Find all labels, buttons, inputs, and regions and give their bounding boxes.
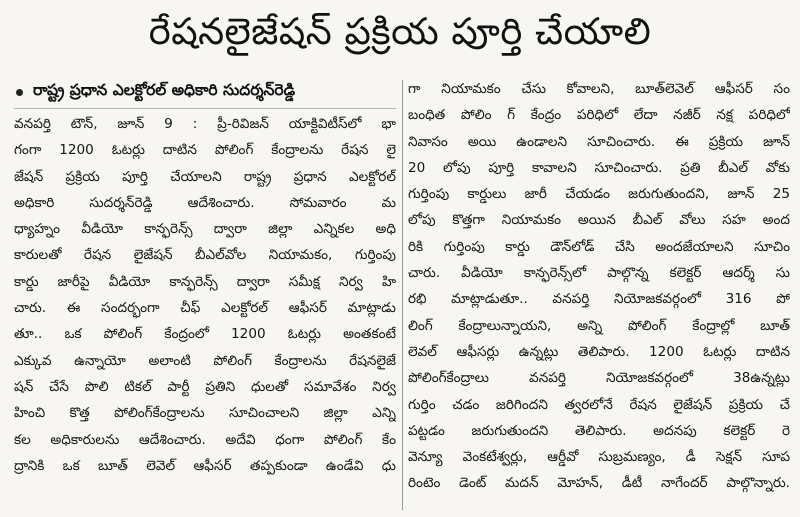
text-line: గుర్తిం చడం జరిగిందని త్వరలోనే రేషన లైజేషన్ ప్రక్రియ చే — [408, 396, 790, 413]
text-line: లింగ్ కేంద్రాలున్నాయని, అన్ని పోలింగ్ కేంద్రాల్లో బూత్ — [408, 317, 790, 334]
text-line: పట్టడం జరుగుతుందని తెలిపారు. అదనపు కలెక్టర్ రె — [408, 422, 790, 439]
text-line: వనపర్తి టౌన్, జూన్ 9 : ప్రీ-రివిజన్ యాక్టివిటీస్‌లో భా — [14, 116, 396, 132]
text-line: లెవల్ ఆఫీసర్లు ఉన్నట్లు తెలిపారు. 1200 ఓటర్లు దాటిన — [408, 343, 790, 360]
right-column — [408, 76, 790, 512]
left-column-text — [14, 111, 396, 479]
column-divider — [402, 80, 403, 510]
text-line: కల అధికారులను ఆదేశించారు. అదేవి ధంగా పోలింగ్ కేం — [14, 431, 396, 448]
text-line: ద్రానికి ఒక బూత్ లెవెల్ ఆఫీసర్ తప్పకుండా ఉండేవి ధు — [14, 457, 396, 474]
text-line: జేషన్ ప్రక్రియ పూర్తి చేయాలని రాష్ట్ర ప్రధాన ఎలక్టోరల్ — [14, 168, 396, 185]
text-line: రభి మాట్లాడుతూ.. వనపర్తి నియోజకవర్గంలో 316 పో — [408, 291, 790, 308]
headline: రేషనలైజేషన్ ప్రక్రియ పూర్తి చేయాలి — [148, 10, 652, 53]
text-line: హించి కొత్త పోలింగ్‌కేంద్రాలను సూచించాలని జిల్లా ఎన్ని — [14, 405, 396, 422]
text-line: తూ.. ఒక పోలింగ్ కేంద్రంలో 1200 ఓటర్లు అంతకంటే — [14, 326, 396, 343]
text-line: వెన్యూ వెంకటేశ్వర్లు, ఆర్డీవో సుబ్రమణ్యం, డీ సెక్షన్ సూప — [408, 449, 790, 466]
text-line: పోలింగ్‌కేంద్రాలు వనపర్తి నియోజకవర్గంలో 38ఉన్నట్లు — [408, 370, 790, 387]
text-line: గంగా 1200 ఓటర్లు దాటిన పోలింగ్ కేంద్రాలను రేషన లై — [14, 142, 396, 159]
right-column-text — [408, 76, 790, 497]
text-line: చారు. ఈ సందర్భంగా చీఫ్ ఎలక్టోరల్ ఆఫీసర్ మాట్లాడు — [14, 300, 396, 317]
text-line: ఎక్కువ ఉన్నాయో అలాంటి పోలింగ్ కేంద్రాలను రేషనలైజే — [14, 352, 396, 369]
text-line: బంధిత పోలిం గ్ కేంద్రం పరిధిలో లేదా నజీర్ నక్ష పరిధిలో — [408, 107, 790, 124]
left-column — [14, 76, 396, 512]
text-line: రింటెం డెంట్ మదన్ మోహన్, డీటీ నాగేందర్ పాల్గొన్నారు. — [408, 475, 790, 492]
subheadline — [14, 76, 396, 108]
text-line: ధ్యాహ్నం వీడియో కాన్ఫరెన్స్ ద్వారా జిల్లా ఎన్నికల అధి — [14, 221, 396, 238]
text-line: చారు. వీడియో కాన్ఫరెన్స్‌లో పాల్గొన్న కలెక్టర్ ఆదర్శ్ సు — [408, 265, 790, 282]
text-line: కారులతో రేషన లైజేషన్ బీఎల్‌వోల నియామకం, గుర్తింపు — [14, 247, 396, 264]
text-line: 20 లోపు పూర్తి కావాలని సూచించారు. ప్రతి బీఎల్ వోకు — [408, 159, 790, 176]
text-line: షన్ చేసే పొలి టికల్ పార్టీ ప్రతిని ధులతో సమావేశం నిర్వ — [14, 378, 396, 395]
text-line: రికి గుర్తింపు కార్డు డౌన్‌లోడ్ చేసి అందజేయాలని సూచిం — [408, 238, 790, 255]
subheadline-text: రాష్ట్ర ప్రధాన ఎలక్టోరల్ అధికారి సుదర్శన్‌రెడ్డి — [33, 81, 296, 99]
text-line: కార్డు జారీపై వీడియో కాన్ఫరెన్స్ ద్వారా సమీక్ష నిర్వ హి — [14, 273, 396, 290]
text-line: గా నియామకం చేసు కోవాలని, బూత్‌లెవెల్ ఆఫీసర్ సం — [408, 81, 790, 97]
text-line: నివాసం అయి ఉండాలని సూచించారు. ఈ ప్రక్రియ జూన్ — [408, 133, 790, 150]
bullet-icon — [16, 89, 23, 96]
text-line: లోపు కొత్తగా నియామకం అయిన బీఎల్ వోలు సహ అంద — [408, 212, 790, 229]
subheadline-divider — [14, 108, 396, 109]
text-line: అధికారి సుదర్శన్‌రెడ్డి ఆదేశించారు. సోమవారం మ — [14, 194, 396, 211]
article-body — [14, 76, 790, 512]
text-line: గుర్తింపు కార్డులు జారీ చేయడం జరుగుతుందని, జూన్ 25 — [408, 186, 790, 203]
